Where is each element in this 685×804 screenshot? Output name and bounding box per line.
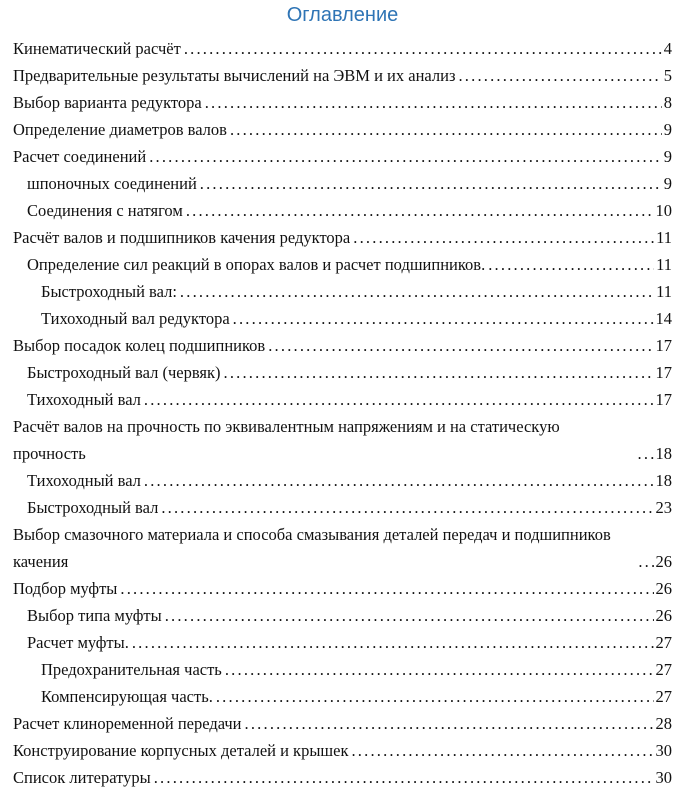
toc-entry-page-number: 30 <box>655 768 672 787</box>
toc-entry-page-number: 9 <box>663 147 672 166</box>
toc-entry[interactable] <box>13 656 672 683</box>
toc-entry[interactable] <box>13 602 672 629</box>
toc-entry-page-number: 11 <box>656 228 672 247</box>
toc-entry[interactable] <box>13 197 672 224</box>
dot-leader <box>144 467 654 494</box>
toc-entry[interactable] <box>13 143 672 170</box>
dot-leader <box>161 494 653 521</box>
toc-entry-label: Выбор посадок колец подшипников <box>13 336 266 355</box>
toc-entry-label: Конструирование корпусных деталей и крышек <box>13 741 349 760</box>
toc-entry-page-number: 8 <box>663 93 672 112</box>
toc-entry-label: Предохранительная часть <box>41 660 222 679</box>
toc-entry-label: Быстроходный вал (червяк) <box>27 363 221 382</box>
toc-entry[interactable] <box>13 575 672 602</box>
toc-entry-page-number: 26 <box>655 579 672 598</box>
toc-entry[interactable] <box>13 710 672 737</box>
toc-entry-page-number: 23 <box>655 498 672 517</box>
toc-entry-label: шпоночных соединений <box>27 174 197 193</box>
dot-leader <box>184 35 662 62</box>
toc-entry-label: Тихоходный вал редуктора <box>41 309 230 328</box>
toc-entry-label: Тихоходный вал <box>27 390 141 409</box>
toc-entry[interactable] <box>13 332 672 359</box>
toc-entry[interactable] <box>13 116 672 143</box>
toc-entry[interactable] <box>13 305 672 332</box>
toc-entry[interactable] <box>13 35 672 62</box>
dot-leader <box>216 683 654 710</box>
toc-entry-label: Список литературы <box>13 768 151 787</box>
toc-entry[interactable] <box>13 467 672 494</box>
toc-entry[interactable] <box>13 521 672 575</box>
toc-entry-label: Кинематический расчёт <box>13 39 181 58</box>
toc-entry[interactable] <box>13 224 672 251</box>
dot-leader <box>180 278 654 305</box>
toc-entry-page-number: 17 <box>655 336 672 355</box>
toc-entry-page-number: 26 <box>655 552 672 571</box>
toc-entry[interactable] <box>13 737 672 764</box>
toc-list <box>13 35 672 791</box>
toc-entry-page-number: 11 <box>656 282 672 301</box>
dot-leader <box>225 656 654 683</box>
toc-entry-page-number: 4 <box>663 39 672 58</box>
toc-entry-label: Расчет соединений <box>13 147 147 166</box>
toc-entry-page-number: 27 <box>655 633 672 652</box>
toc-entry-page-number: 27 <box>655 660 672 679</box>
dot-leader <box>245 710 654 737</box>
toc-entry-label: Определение сил реакций в опорах валов и расчет подшипников. <box>27 255 486 274</box>
dot-leader <box>638 548 653 575</box>
toc-entry[interactable] <box>13 278 672 305</box>
toc-entry-page-number: 27 <box>655 687 672 706</box>
toc-entry[interactable] <box>13 629 672 656</box>
toc-entry-page-number: 18 <box>655 444 672 463</box>
dot-leader <box>132 629 654 656</box>
toc-entry-page-number: 11 <box>656 255 672 274</box>
toc-entry[interactable] <box>13 413 672 467</box>
toc-entry-label: Предварительные результаты вычислений на ЭВМ и их анализ <box>13 66 456 85</box>
toc-entry-page-number: 14 <box>655 309 672 328</box>
dot-leader <box>144 386 654 413</box>
dot-leader <box>200 170 662 197</box>
dot-leader <box>458 62 661 89</box>
toc-entry-label: Быстроходный вал <box>27 498 159 517</box>
toc-entry-page-number: 10 <box>655 201 672 220</box>
dot-leader <box>268 332 653 359</box>
toc-entry[interactable] <box>13 251 672 278</box>
toc-entry-page-number: 17 <box>655 363 672 382</box>
dot-leader <box>186 197 654 224</box>
page-title: Оглавление <box>286 4 399 26</box>
dot-leader <box>224 359 654 386</box>
toc-entry[interactable] <box>13 764 672 791</box>
toc-entry-page-number: 28 <box>655 714 672 733</box>
toc-entry-page-number: 30 <box>655 741 672 760</box>
dot-leader <box>351 737 653 764</box>
toc-entry[interactable] <box>13 170 672 197</box>
toc-entry-page-number: 9 <box>663 120 672 139</box>
toc-entry[interactable] <box>13 62 672 89</box>
dot-leader <box>638 440 654 467</box>
toc-entry-label: Выбор типа муфты <box>27 606 162 625</box>
dot-leader <box>488 251 654 278</box>
toc-entry[interactable] <box>13 386 672 413</box>
dot-leader <box>230 116 662 143</box>
dot-leader <box>205 89 662 116</box>
toc-entry-page-number: 18 <box>655 471 672 490</box>
dot-leader <box>165 602 654 629</box>
toc-entry[interactable] <box>13 683 672 710</box>
dot-leader <box>353 224 654 251</box>
toc-entry-page-number: 17 <box>655 390 672 409</box>
dot-leader <box>154 764 654 791</box>
dot-leader <box>120 575 653 602</box>
toc-entry-label: Расчёт валов на прочность по эквивалентным напряжениям и на статическую прочность <box>13 417 560 463</box>
toc-entry-label: Расчёт валов и подшипников качения редуктора <box>13 228 351 247</box>
toc-entry-label: Выбор варианта редуктора <box>13 93 202 112</box>
toc-entry-label: Тихоходный вал <box>27 471 141 490</box>
dot-leader <box>233 305 654 332</box>
dot-leader <box>149 143 662 170</box>
toc-entry-page-number: 9 <box>663 174 672 193</box>
toc-entry[interactable] <box>13 494 672 521</box>
toc-entry-label: Подбор муфты <box>13 579 118 598</box>
toc-entry[interactable] <box>13 359 672 386</box>
toc-entry-label: Расчет муфты. <box>27 633 129 652</box>
toc-entry-label: Компенсирующая часть. <box>41 687 213 706</box>
toc-entry-page-number: 26 <box>655 606 672 625</box>
toc-entry[interactable] <box>13 89 672 116</box>
toc-entry-label: Расчет клиноременной передачи <box>13 714 242 733</box>
toc-entry-label: Быстроходный вал: <box>41 282 177 301</box>
toc-entry-label: Выбор смазочного материала и способа смазывания деталей передач и подшипников качения <box>13 525 611 571</box>
toc-entry-page-number: 5 <box>663 66 672 85</box>
toc-entry-label: Определение диаметров валов <box>13 120 227 139</box>
toc-entry-label: Соединения с натягом <box>27 201 183 220</box>
